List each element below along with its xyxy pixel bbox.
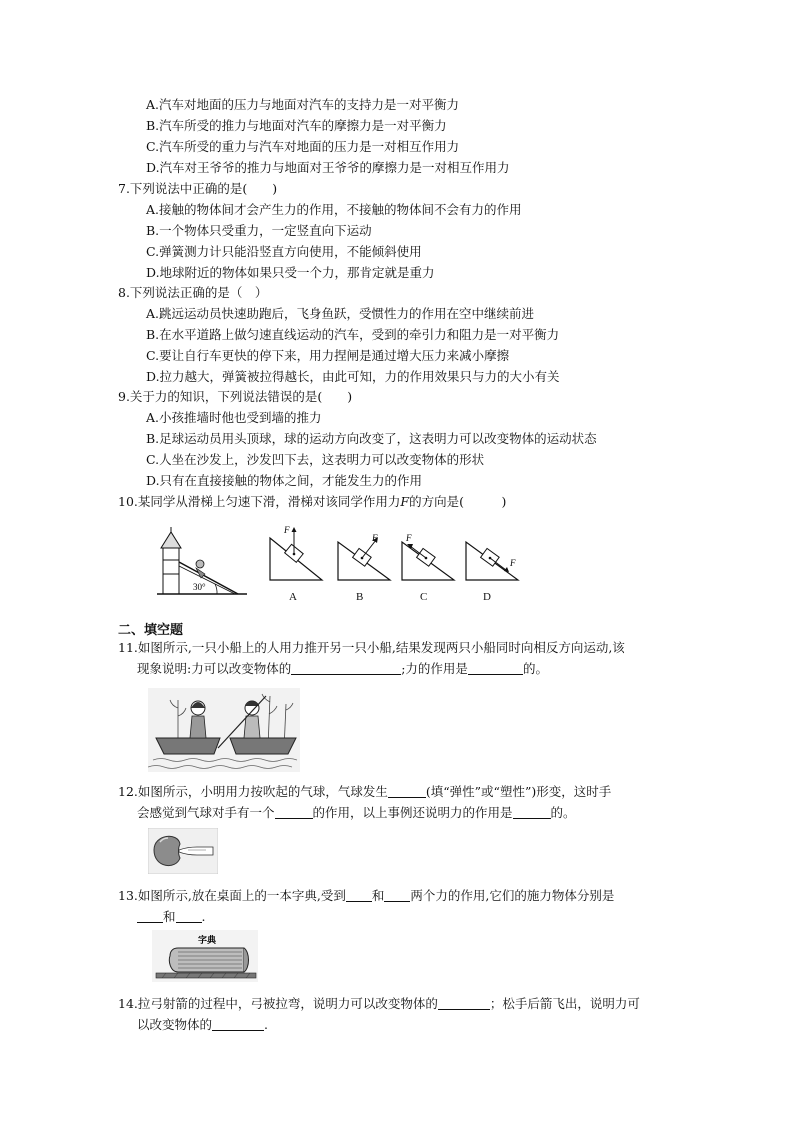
choice-b-label: B [356,591,364,603]
q9-stem: 9.关于力的知识，下列说法错误的是( ) [118,389,353,404]
q11-blank-2[interactable] [468,662,523,675]
q9-option-c: C.人坐在沙发上，沙发凹下去，这表明力可以改变物体的形状 [146,452,485,467]
q7-option-d: D.地球附近的物体如果只受一个力，那肯定就是重力 [146,265,435,280]
q13-blank-2[interactable] [384,889,410,902]
choice-a-diagram [266,524,326,584]
q14-line2 [137,1017,268,1033]
q7-option-c: C.弹簧测力计只能沿竖直方向使用，不能倾斜使用 [146,244,422,259]
balloon-illustration [148,828,218,874]
q12-text-d: 的作用，以上事例还说明力的作用是 [312,805,513,820]
force-label-b: F [372,533,378,543]
q13-blank-3[interactable] [137,910,163,923]
q9-option-b: B.足球运动员用头顶球，球的运动方向改变了，这表明力可以改变物体的运动状态 [146,431,597,446]
q13-text-c: 两个力的作用,它们的施力物体分别是 [410,888,615,903]
q8-option-c: C.要让自行车更快的停下来，用力捏闸是通过增大压力来减小摩擦 [146,348,510,363]
q13-text-d: 和 [163,909,176,924]
q8-stem: 8.下列说法正确的是（ ） [118,285,268,300]
q8-option-d: D.拉力越大，弹簧被拉得越长，由此可知，力的作用效果只与力的大小有关 [146,369,560,384]
choice-a-label: A [289,591,297,603]
q12-line1 [118,784,611,800]
q7-stem: 7.下列说法中正确的是( ) [118,181,278,196]
angle-label: 30° [193,582,206,592]
q11-blank-1[interactable] [291,662,401,675]
q10-stem-b: 的方向是( ) [409,494,507,509]
q11-text-c: 的。 [522,661,548,676]
q10-stem [118,494,506,510]
q7-option-a: A.接触的物体间才会产生力的作用，不接触的物体间不会有力的作用 [146,202,522,217]
q7-option-b: B.一个物体只受重力，一定竖直向下运动 [146,223,372,238]
q11-line2 [137,661,548,677]
q14-text-c: 以改变物体的 [137,1017,213,1032]
section-title: 二、填空题 [118,623,184,638]
q13-blank-4[interactable] [176,910,202,923]
choice-d-diagram [462,532,524,584]
q14-text-b: ；松手后箭飞出，说明力可 [489,996,640,1011]
q13-text-e: . [201,909,206,924]
q14-blank-2[interactable] [212,1018,264,1031]
q12-text-c: 会感觉到气球对手有一个 [137,805,275,820]
force-label-a: F [284,525,290,535]
q12-text-b: (填“弹性”或“塑性”)形变，这时手 [425,784,612,799]
q14-blank-1[interactable] [438,997,490,1010]
force-symbol: F [400,494,410,509]
q13-blank-1[interactable] [346,889,372,902]
q14-line1 [118,996,640,1012]
force-label-c: F [406,533,412,543]
q14-text-a: 14.拉弓射箭的过程中，弓被拉弯，说明力可以改变物体的 [118,996,438,1011]
dictionary-illustration [152,930,258,982]
q11-line1: 11.如图所示,一只小船上的人用力推开另一只小船,结果发现两只小船同时向相反方向运动,该 [118,640,625,655]
q11-text-a: 现象说明:力可以改变物体的 [137,661,292,676]
choice-d-label: D [483,591,491,603]
force-label-d: F [510,558,516,568]
choice-c-diagram [398,532,458,584]
q8-option-a: A.跳远运动员快速助跑后，飞身鱼跃，受惯性力的作用在空中继续前进 [146,306,535,321]
q9-option-a: A.小孩推墙时他也受到墙的推力 [146,410,322,425]
book-label: 字典 [198,936,217,946]
q6-option-a: A.汽车对地面的压力与地面对汽车的支持力是一对平衡力 [146,97,460,112]
q9-option-d: D.只有在直接接触的物体之间，才能发生力的作用 [146,473,423,488]
q6-option-b: B.汽车所受的推力与地面对汽车的摩擦力是一对平衡力 [146,118,447,133]
q6-option-d: D.汽车对王爷爷的推力与地面对王爷爷的摩擦力是一对相互作用力 [146,160,510,175]
q11-text-b: ;力的作用是 [401,661,468,676]
q12-blank-2[interactable] [275,806,313,819]
q8-option-b: B.在水平道路上做匀速直线运动的汽车，受到的牵引力和阻力是一对平衡力 [146,327,560,342]
q12-text-e: 的。 [550,805,576,820]
q14-text-d: . [264,1017,268,1032]
slide-diagram [155,526,250,598]
q12-text-a: 12.如图所示，小明用力按吹起的气球，气球发生 [118,784,388,799]
q12-blank-3[interactable] [513,806,551,819]
boats-illustration [148,688,300,772]
choice-c-label: C [420,591,428,603]
q12-blank-1[interactable] [388,785,426,798]
q13-line1 [118,888,614,904]
q13-text-a: 13.如图所示,放在桌面上的一本字典,受到 [118,888,346,903]
choice-b-diagram [334,532,394,584]
q13-text-b: 和 [371,888,385,903]
q6-option-c: C.汽车所受的重力与汽车对地面的压力是一对相互作用力 [146,139,460,154]
q10-stem-a: 10.某同学从滑梯上匀速下滑，滑梯对该同学作用力 [118,494,401,509]
q13-line2 [137,909,206,925]
q12-line2 [137,805,576,821]
